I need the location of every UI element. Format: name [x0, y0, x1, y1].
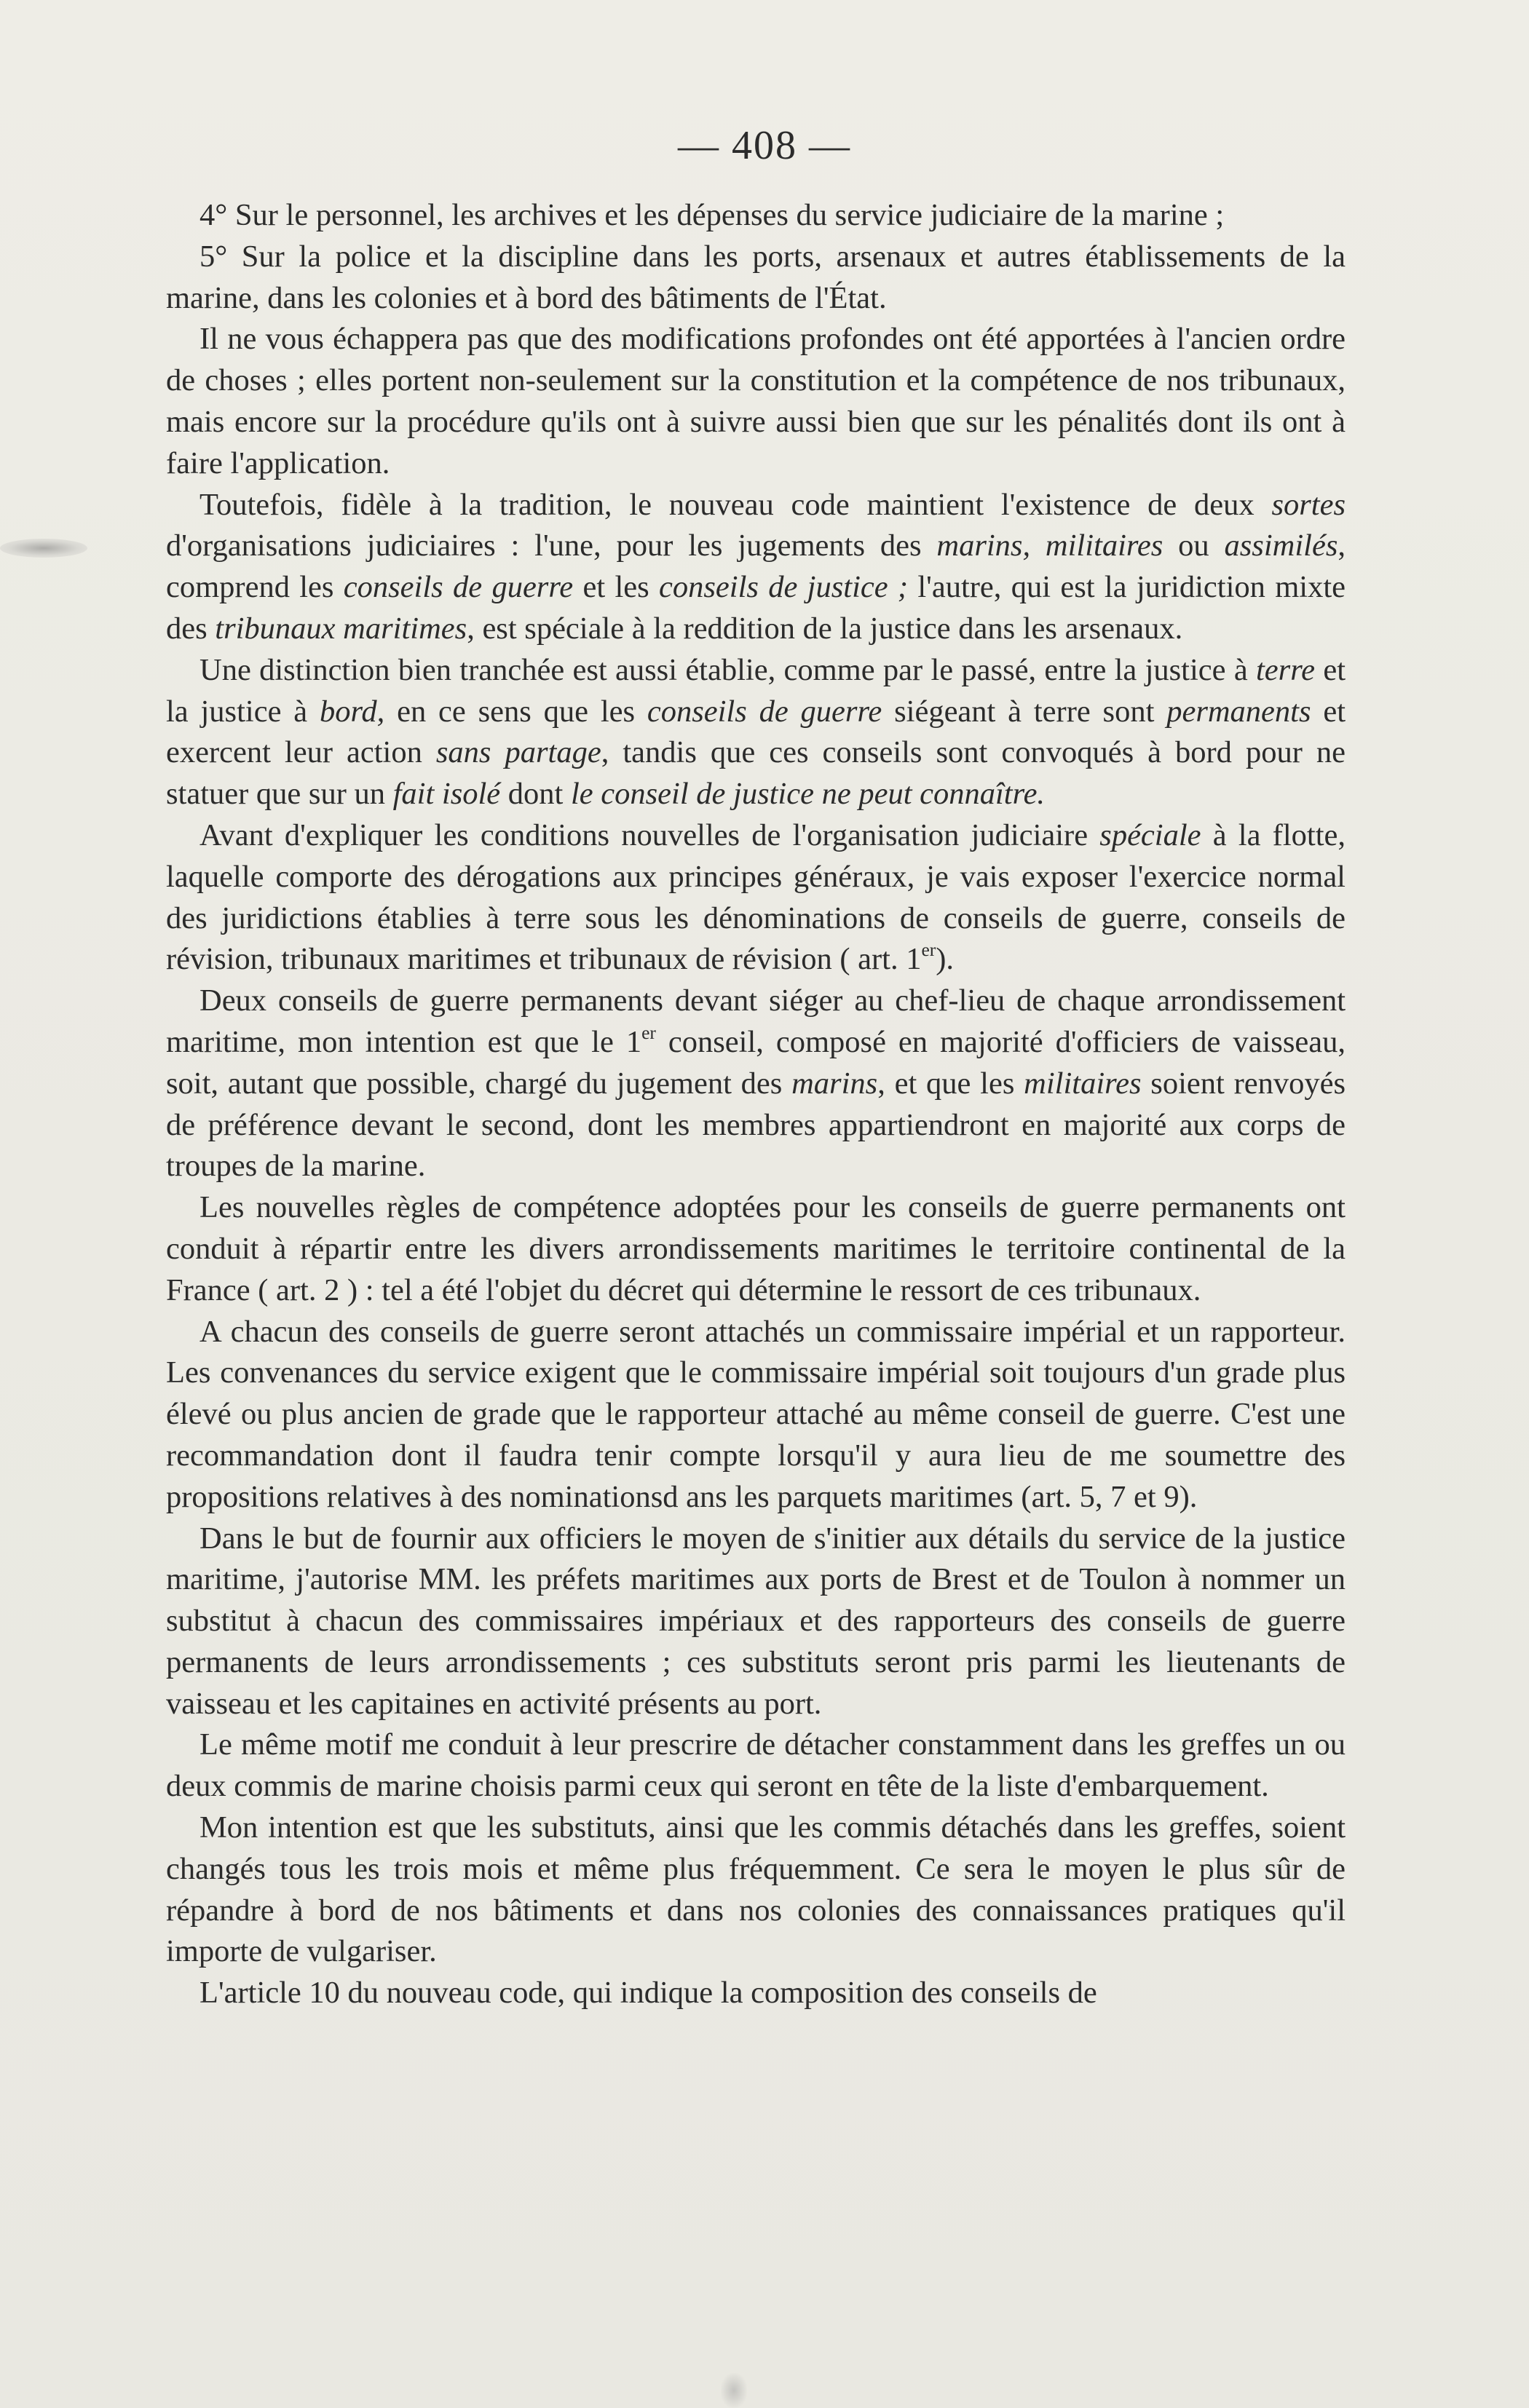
- text-run: ou: [1163, 528, 1225, 563]
- text-run: et la justice à: [166, 652, 1346, 729]
- paragraph: [166, 195, 1346, 237]
- text-run: à la flotte, laquelle comporte des dérogations aux principes généraux, je vais exposer l'exercice normal des juridictions établies à terre sous les dénominations de conseils de guerre, conseils de révision, tribunaux maritimes et tribunaux de révision ( art. 1: [166, 817, 1346, 977]
- italic-term: marins: [791, 1066, 878, 1101]
- paragraph: [166, 237, 1346, 320]
- binding-mark: [721, 2373, 747, 2408]
- text-run: ).: [936, 942, 955, 977]
- text-run: L'article 10 du nouveau code, qui indique la composition des conseils de: [199, 1976, 1097, 2011]
- italic-term: permanents: [1166, 694, 1311, 729]
- italic-term: conseils de guerre: [343, 570, 574, 605]
- text-run: siégeant à terre sont: [882, 694, 1167, 729]
- text-run: A chacun des conseils de guerre seront attachés un commissaire impérial et un rapporteur. Les convenances du service exigent que le commissaire impérial soit toujours d'un grade plus élevé ou plus ancien de grade que le rapporteur attaché au même conseil de guerre. C'est une recommandation dont il faudra tenir compte lorsqu'il y aura lieu de me soumettre des propositions relatives à des nominationsd ans les parquets maritimes (art. 5, 7 et 9).: [166, 1314, 1346, 1514]
- superscript: er: [921, 939, 936, 961]
- text-run: Toutefois, fidèle à la tradition, le nouveau code maintient l'existence de deux: [199, 487, 1272, 522]
- text-run: soient renvoyés de préférence devant le second, dont les membres appartiendront en majorité aux corps de troupes de la marine.: [166, 1066, 1346, 1184]
- text-run: l'autre, qui est la juridiction mixte des: [166, 570, 1346, 646]
- text-run: Une distinction bien tranchée est aussi établie, comme par le passé, entre la justice à: [199, 652, 1256, 687]
- paragraph: [166, 815, 1346, 981]
- text-run: Les nouvelles règles de compétence adoptées pour les conseils de guerre permanents ont conduit à répartir entre les divers arrondissements maritimes le territoire continental de la France ( art. 2 ) : tel a été l'objet du décret qui détermine le ressort de ces tribunaux.: [166, 1190, 1346, 1307]
- paragraph: [166, 1724, 1346, 1807]
- paragraph: [166, 981, 1346, 1187]
- italic-term: militaires: [1024, 1066, 1142, 1101]
- italic-term: le conseil de justice ne peut connaître.: [570, 777, 1046, 812]
- italic-term: spéciale: [1099, 817, 1201, 852]
- italic-term: bord,: [319, 694, 385, 729]
- paragraph: [166, 1312, 1346, 1518]
- italic-term: conseils de justice ;: [659, 570, 909, 605]
- text-run: 4° Sur le personnel, les archives et les dépenses du service judiciaire de la marine ;: [199, 198, 1225, 232]
- paragraph: [166, 1807, 1346, 1973]
- italic-term: sans partage: [435, 735, 601, 770]
- italic-term: conseils de guerre: [647, 694, 882, 729]
- text-run: Avant d'expliquer les conditions nouvelles de l'organisation judiciaire: [199, 817, 1100, 852]
- italic-term: marins, militaires: [936, 528, 1163, 563]
- page-number: — 408 —: [678, 123, 851, 168]
- text-run: Deux conseils de guerre permanents devant siéger au chef-lieu de chaque arrondissement maritime, mon intention est que le 1: [166, 983, 1346, 1059]
- text-run: Dans le but de fournir aux officiers le moyen de s'initier aux détails du service de la justice maritime, j'autorise MM. les préfets maritimes aux ports de Brest et de Toulon à nommer un substitut à chacun des commissaires impériaux et des rapporteurs des conseils de guerre permanents de leurs arrondissements ; ces substituts seront pris parmi les lieutenants de vaisseau et les capitaines en activité présents au port.: [166, 1521, 1346, 1721]
- paragraph: [166, 485, 1346, 650]
- text-run: conseil, composé en majorité d'officiers de vaisseau, soit, autant que possible, chargé du jugement des: [166, 1024, 1346, 1101]
- text-run: dont: [500, 777, 571, 812]
- paragraph: [166, 1187, 1346, 1311]
- paragraph: [166, 1973, 1346, 2014]
- text-run: et les: [573, 570, 659, 605]
- text-run: , et que les: [877, 1066, 1024, 1101]
- ink-smudge-mark: [0, 539, 87, 558]
- body-text: [166, 195, 1346, 2014]
- italic-term: tribunaux maritimes: [215, 611, 467, 646]
- paragraph: [166, 1518, 1346, 1725]
- text-run: en ce sens que les: [384, 694, 647, 729]
- text-run: , comprend les: [166, 528, 1346, 605]
- superscript: er: [641, 1022, 656, 1044]
- text-run: d'organisations judiciaires : l'une, pour les jugements des: [166, 528, 937, 563]
- paragraph: [166, 319, 1346, 484]
- italic-term: assimilés: [1224, 528, 1338, 563]
- text-run: , est spéciale à la reddition de la justice dans les arsenaux.: [467, 611, 1183, 646]
- italic-term: sortes: [1271, 487, 1346, 522]
- text-run: Il ne vous échappera pas que des modifications profondes ont été apportées à l'ancien ordre de choses ; elles portent non-seulement sur la constitution et la compétence de nos tribunaux, mais encore sur la procédure qu'ils ont à suivre aussi bien que sur les pénalités dont ils ont à faire l'application.: [166, 322, 1346, 480]
- paragraph: [166, 650, 1346, 815]
- text-run: Le même motif me conduit à leur prescrire de détacher constamment dans les greffes un ou deux commis de marine choisis parmi ceux qui seront en tête de la liste d'embarquement.: [166, 1727, 1346, 1804]
- text-run: Mon intention est que les substituts, ainsi que les commis détachés dans les greffes, soient changés tous les trois mois et même plus fréquemment. Ce sera le moyen le plus sûr de répandre à bord de nos bâtiments et dans nos colonies des connaissances pratiques qu'il importe de vulgariser.: [166, 1810, 1346, 1969]
- text-run: et exercent leur action: [166, 694, 1346, 770]
- italic-term: fait isolé: [392, 777, 501, 812]
- text-run: 5° Sur la police et la discipline dans les ports, arsenaux et autres établissements de la marine, dans les colonies et à bord des bâtiments de l'État.: [166, 239, 1346, 315]
- italic-term: terre: [1255, 652, 1316, 687]
- text-run: , tandis que ces conseils sont convoqués à bord pour ne statuer que sur un: [166, 735, 1346, 812]
